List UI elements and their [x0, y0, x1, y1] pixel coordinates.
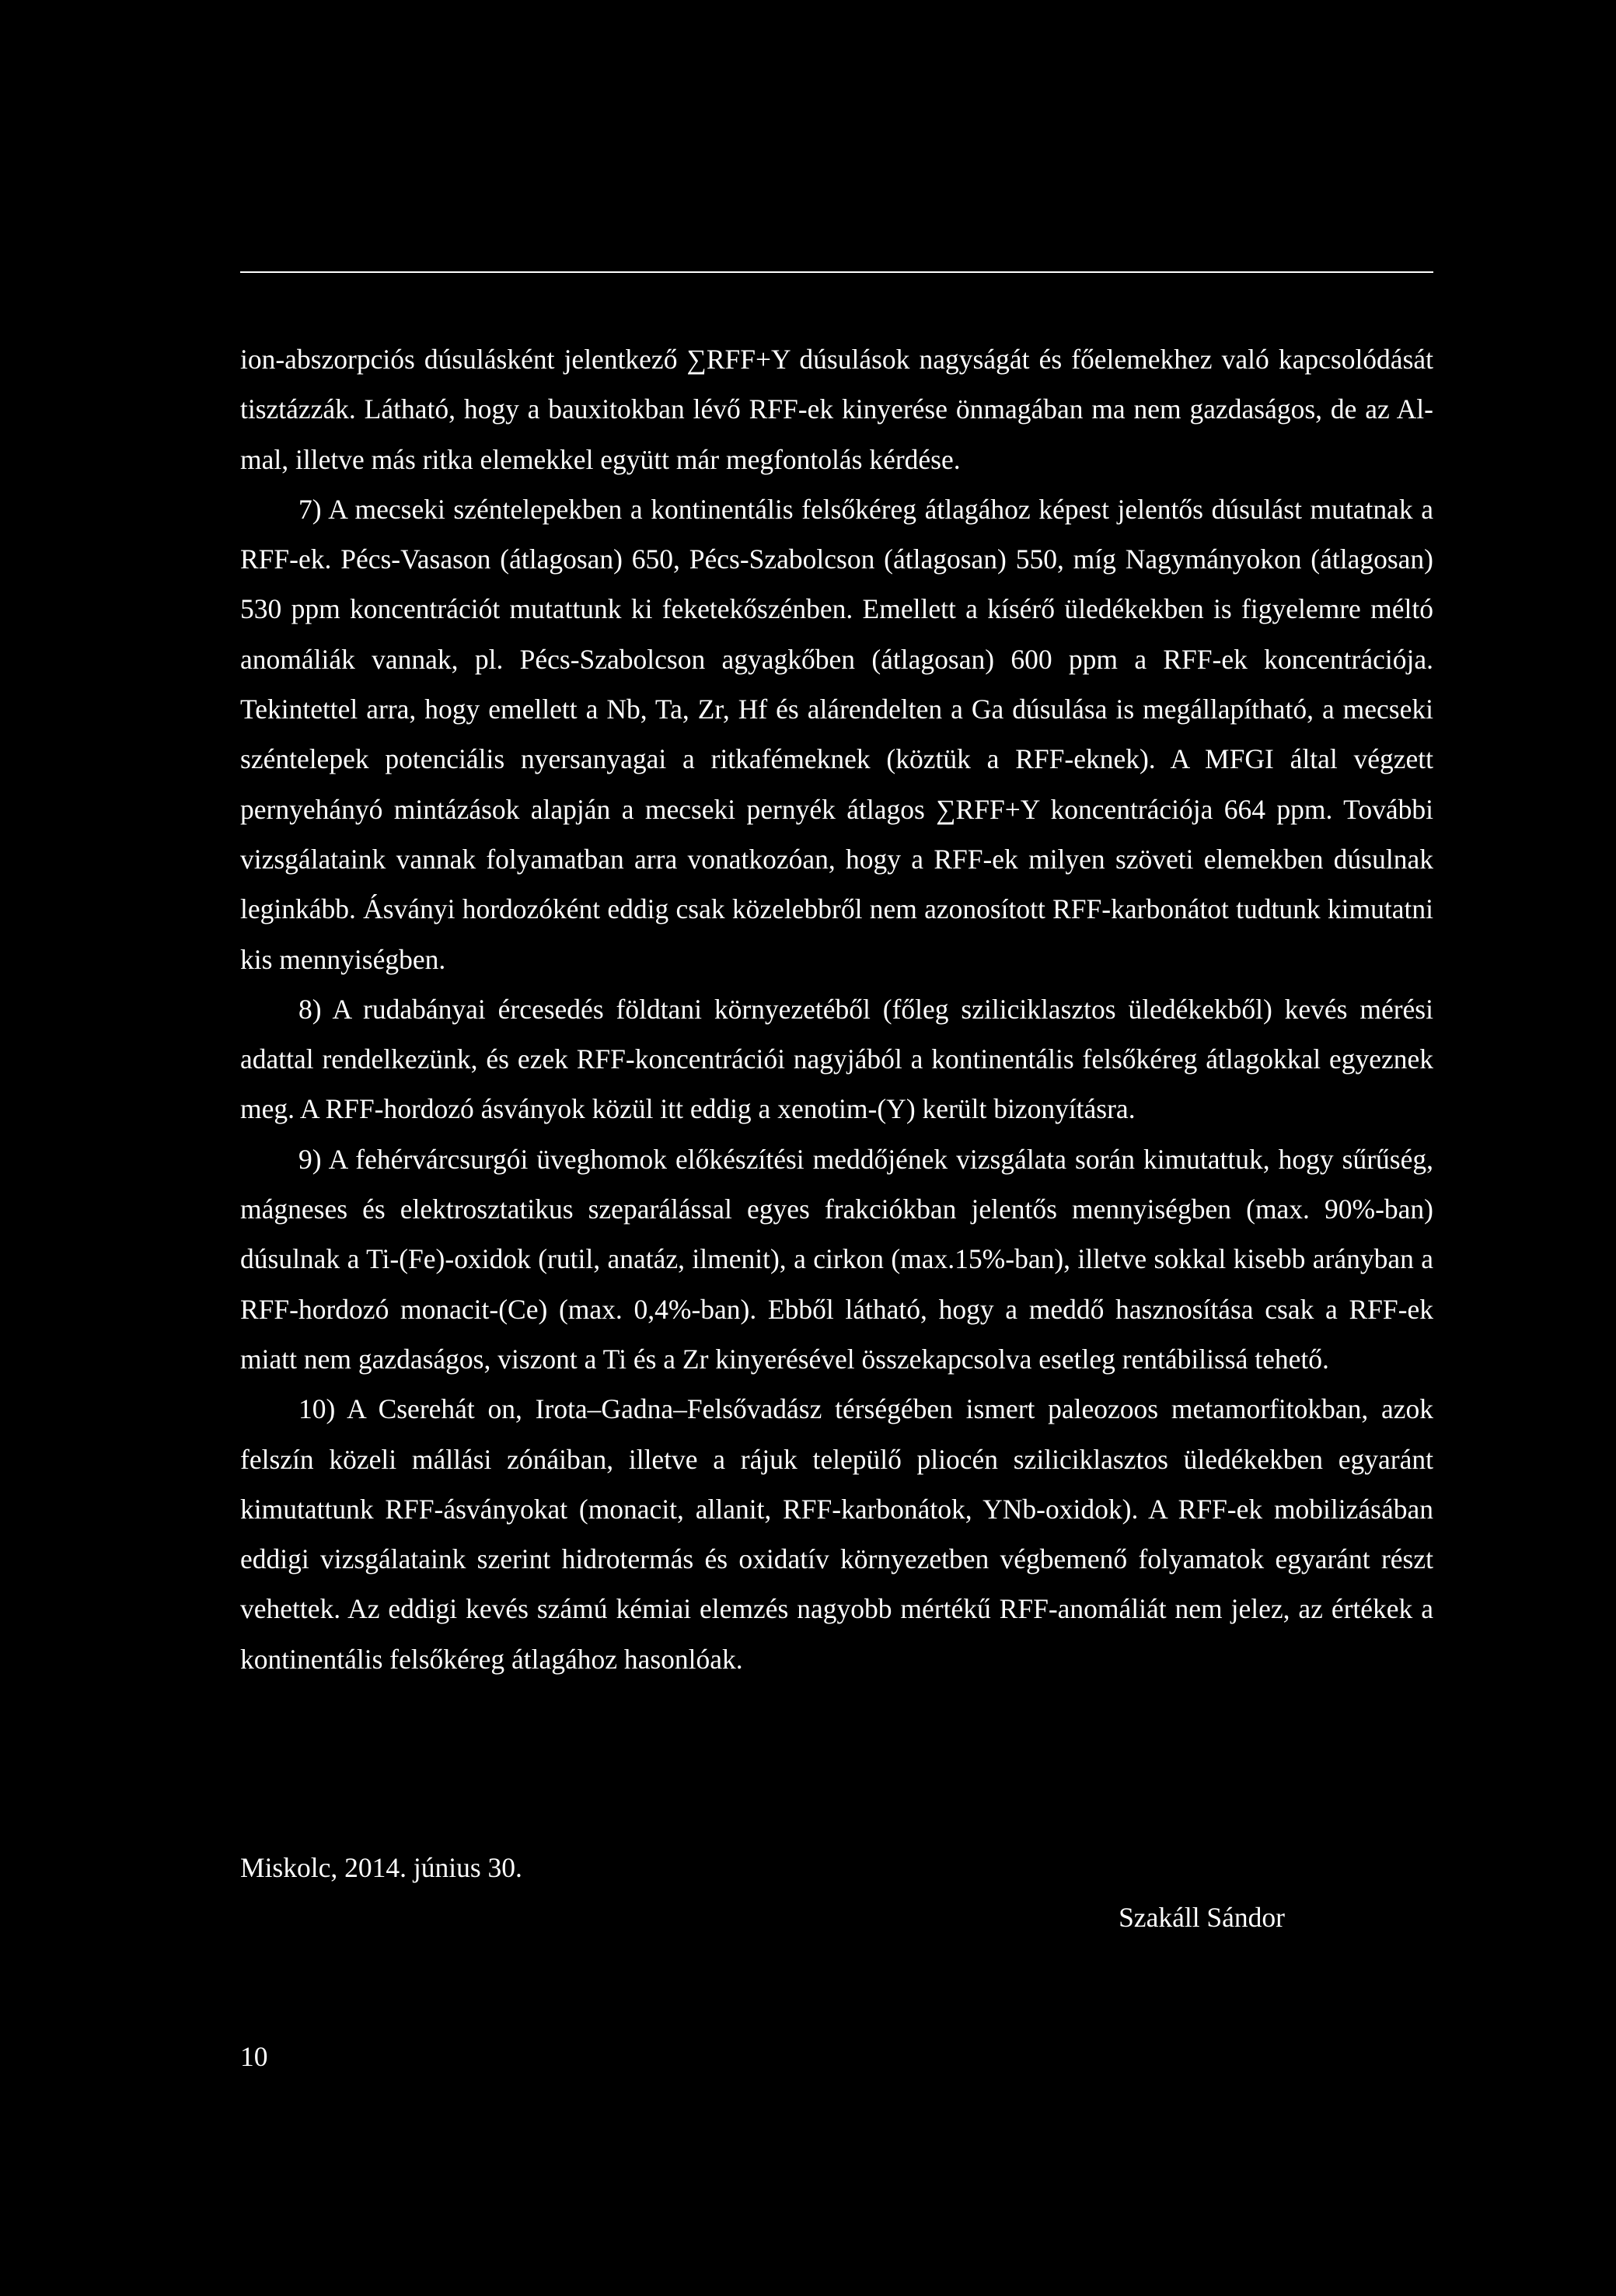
- author-signature: Szakáll Sándor: [1119, 1902, 1285, 1933]
- paragraph-8-rudabanya: 8) A rudabányai ércesedés földtani környezetéből (főleg sziliciklasztos üledékekből) kevés mérési adattal rendelkezünk, és ezek RFF-koncentrációi nagyjából a kontinentális felsőkéreg átlagokkal egyeznek meg. A RFF-hordozó ásványok közül itt eddig a xenotim-(Y) került bizonyításra.: [240, 993, 1433, 1125]
- paragraph-9-fehervarcsurgo: 9) A fehérvárcsurgói üveghomok előkészítési meddőjének vizsgálata során kimutattuk, hogy sűrűség, mágneses és elektrosztatikus szeparálással egyes frakciókban jelentős mennyiségben (max. 90%-ban) dúsulnak a Ti-(Fe)-oxidok (rutil, anatáz, ilmenit), a cirkon (max.15%-ban), illetve sokkal kisebb arányban a RFF-hordozó monacit-(Ce) (max. 0,4%-ban). Ebből látható, hogy a meddő hasznosítása csak a RFF-ek miatt nem gazdaságos, viszont a Ti és a Zr kinyerésével összekapcsolva esetleg rentábilissá tehető.: [240, 1143, 1433, 1375]
- paragraph-continuation: ion-abszorpciós dúsulásként jelentkező ∑RFF+Y dúsulások nagyságát és főelemekhez való kapcsolódását tisztázzák. Látható, hogy a bauxitokban lévő RFF-ek kinyerése önmagában ma nem gazdaságos, de az Al-mal, illetve más ritka elemekkel együtt már megfontolás kérdése.: [240, 344, 1433, 475]
- paragraph-7-mecsek-coal: 7) A mecseki széntelepekben a kontinentális felsőkéreg átlagához képest jelentős dúsulást mutatnak a RFF-ek. Pécs-Vasason (átlagosan) 650, Pécs-Szabolcson (átlagosan) 550, míg Nagymányokon (átlagosan) 530 ppm koncentrációt mutattunk ki feketekőszénben. Emellett a kísérő üledékekben is figyelemre méltó anomáliák vannak, pl. Pécs-Szabolcson agyagkőben (átlagosan) 600 ppm a RFF-ek koncentrációja. Tekintettel arra, hogy emellett a Nb, Ta, Zr, Hf és alárendelten a Ga dúsulása is megállapítható, a mecseki széntelepek potenciális nyersanyagai a ritkafémeknek (köztük a RFF-eknek). A MFGI által végzett pernyehányó mintázások alapján a mecseki pernyék átlagos ∑RFF+Y koncentrációja 664 ppm. További vizsgálataink vannak folyamatban arra vonatkozóan, hogy a RFF-ek milyen szöveti elemekben dúsulnak leginkább. Ásványi hordozóként eddig csak közelebbről nem azonosított RFF-karbonátot tudtunk kimutatni kis mennyiségben.: [240, 493, 1433, 975]
- body-text: [240, 334, 1433, 1684]
- header-rule: [240, 271, 1433, 273]
- paragraph-10-cserehat: 10) A Cserehát on, Irota–Gadna–Felsővadász térségében ismert paleozoos metamorfitokban, azok felszín közeli mállási zónáiban, illetve a rájuk települő pliocén sziliciklasztos üledékekben egyaránt kimutattunk RFF-ásványokat (monacit, allanit, RFF-karbonátok, YNb-oxidok). A RFF-ek mobilizásában eddigi vizsgálataink szerint hidrotermás és oxidatív környezetben végbemenő folyamatok egyaránt részt vehettek. Az eddigi kevés számú kémiai elemzés nagyobb mértékű RFF-anomáliát nem jelez, az értékek a kontinentális felsőkéreg átlagához hasonlóak.: [240, 1393, 1433, 1675]
- page-number: 10: [240, 2041, 268, 2072]
- place-date: Miskolc, 2014. június 30.: [240, 1852, 522, 1883]
